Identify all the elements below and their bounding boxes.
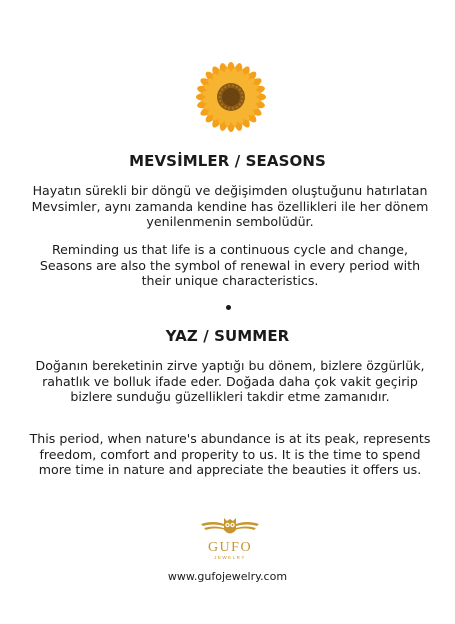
paragraph-seasons-en: Reminding us that life is a continuous cycle and change, Seasons are also the symbol of renewal in every period with their unique characteristics. bbox=[39, 242, 421, 289]
paragraph-summer-tr: Doğanın bereketinin zirve yaptığı bu dönem, bizlere özgürlük, rahatlık ve bolluk ifade eder. Doğada daha çok vakit geçirip bizlere sunduğu güzellikleri takdir etme zamanıdır. bbox=[35, 358, 425, 405]
paragraph-summer-en: This period, when nature's abundance is at its peak, represents freedom, comfort and properity to us. It is the time to spend more time in nature and appreciate the beauties it offers us. bbox=[29, 431, 431, 478]
website-url: www.gufojewelry.com bbox=[167, 570, 288, 583]
logo-subtext: JEWELRY bbox=[214, 555, 246, 560]
gufo-logo bbox=[197, 513, 263, 561]
section-title-summer: YAZ / SUMMER bbox=[165, 327, 290, 345]
paragraph-seasons-tr: Hayatın sürekli bir döngü ve değişimden oluştuğunu hatırlatan Mevsimler, aynı zamanda kendine has özellikleri ile her dönem yenilenmenin sembolüdür. bbox=[31, 183, 429, 230]
section-title-seasons: MEVSİMLER / SEASONS bbox=[129, 152, 326, 170]
sunflower-icon bbox=[195, 61, 267, 133]
divider-bullet bbox=[226, 305, 231, 310]
logo-text: GUFO bbox=[207, 540, 253, 555]
